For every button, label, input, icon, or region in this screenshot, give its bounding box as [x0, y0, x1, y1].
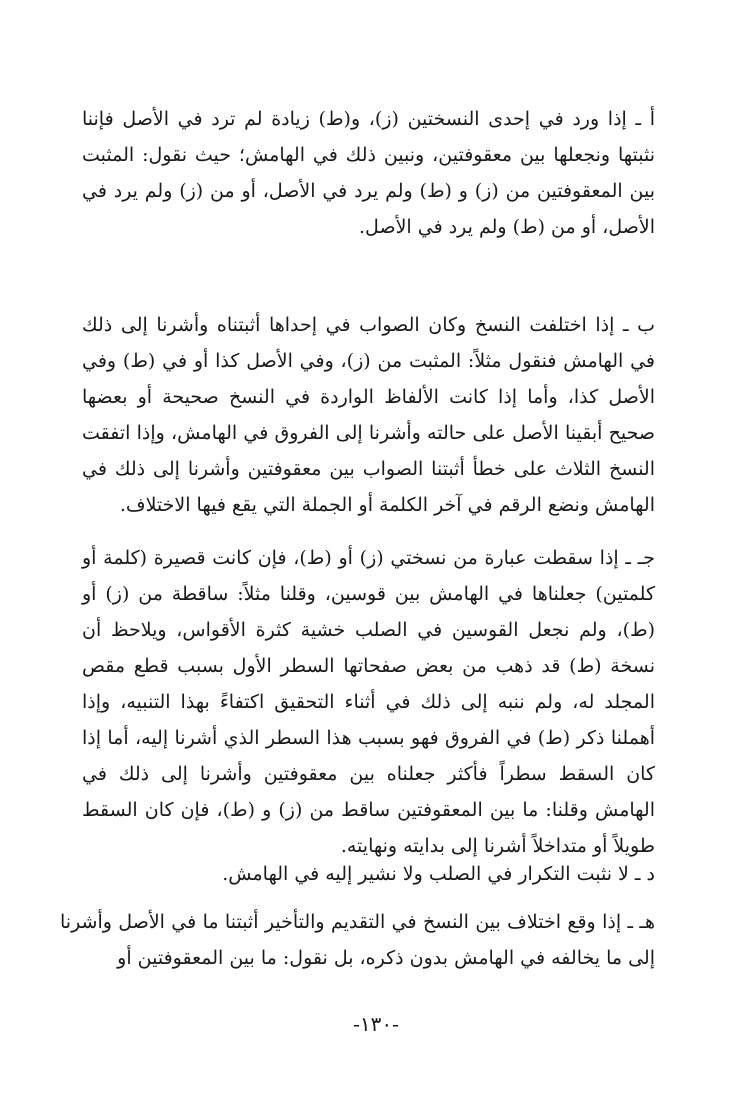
- paragraph-b: [82, 307, 655, 523]
- paragraph-c-text: جـ ـ إذا سقطت عبارة من نسختي (ز) أو (ط)، فإن كانت قصيرة (كلمة أو كلمتين) جعلناها في الهامش بين قوسين، وقلنا مثلاً: ساقطة من (ز) أو (ط)، ولم نجعل القوسين في الصلب خشية كثرة الأقواس، ويلاحظ أن نسخة (ط) قد ذهب من بعض صفحاتها السطر الأول بسبب قطع مقص المجلد له، ولم ننبه إلى ذلك في أثناء التحقيق اكتفاءً بهذا التنبيه، وإذا أهملنا ذكر (ط) في الفروق فهو بسبب هذا السطر الذي أشرنا إليه، أما إذا كان السقط سطراً فأكثر جعلناه بين معقوفتين وأشرنا إلى ذلك في الهامش وقلنا: ما بين المعقوفتين ساقط من (ز) و (ط)، فإن كان السقط طويلاً أو متداخلاً أشرنا إلى بدايته ونهايته.: [82, 547, 655, 857]
- paragraph-d-text: د ـ لا نثبت التكرار في الصلب ولا نشير إليه في الهامش.: [222, 863, 655, 885]
- paragraph-a: [82, 101, 655, 245]
- paragraph-d: [82, 856, 655, 892]
- page-number: -١٣٠-: [353, 1012, 399, 1036]
- paragraph-c: [82, 540, 655, 864]
- paragraph-e-text: هـ ـ إذا وقع اختلاف بين النسخ في التقديم والتأخير أثبتنا ما في الأصل وأشرنا إلى ما يخالفه في الهامش بدون ذكره، بل نقول: ما بين المعقوفتين أو: [60, 911, 655, 969]
- paragraph-a-text: أ ـ إذا ورد في إحدى النسختين (ز)، و(ط) زيادة لم ترد في الأصل فإننا نثبتها ونجعلها بين معقوفتين، ونبين ذلك في الهامش؛ حيث نقول: المثبت بين المعقوفتين من (ز) و (ط) ولم يرد في الأصل، أو من (ز) ولم يرد في الأصل، أو من (ط) ولم يرد في الأصل.: [82, 108, 655, 238]
- paragraph-e: [60, 904, 655, 976]
- paragraph-b-text: ب ـ إذا اختلفت النسخ وكان الصواب في إحداها أثبتناه وأشرنا إلى ذلك في الهامش فنقول مثلاً: المثبت من (ز)، وفي الأصل كذا أو في (ط) وفي الأصل كذا، وأما إذا كانت الألفاظ الواردة في النسخ صحيحة أو بعضها صحيح أبقينا الأصل على حالته وأشرنا إلى الفروق في الهامش، وإذا اتفقت النسخ الثلاث على خطأ أثبتنا الصواب بين معقوفتين وأشرنا إلى ذلك في الهامش ونضع الرقم في آخر الكلمة أو الجملة التي يقع فيها الاختلاف.: [82, 314, 655, 516]
